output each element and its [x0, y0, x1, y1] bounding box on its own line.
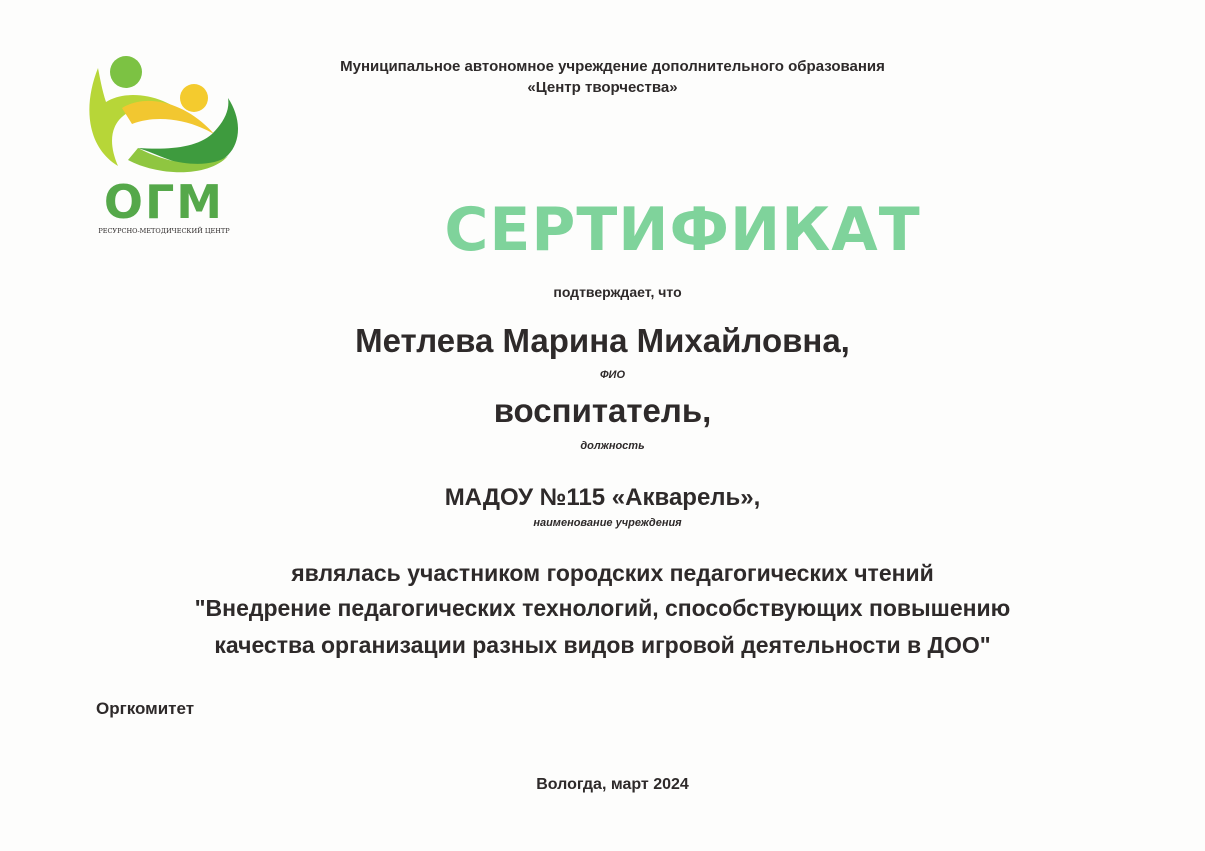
event-title-line-2: качества организации разных видов игровой деятельности в ДОО"	[214, 632, 991, 658]
name-caption: ФИО	[599, 369, 626, 381]
place-date: Вологда, март 2024	[536, 776, 689, 793]
institution-caption: наименование учреждения	[533, 517, 682, 529]
recipient-position: воспитатель,	[493, 392, 712, 429]
recipient-name: Метлева Марина Михайловна,	[355, 322, 850, 359]
logo-subtitle: РЕСУРСНО-МЕТОДИЧЕСКИЙ ЦЕНТР	[98, 227, 230, 235]
organization-name: Муниципальное автономное учреждение дополнительного образования	[340, 58, 885, 75]
confirms-text: подтверждает, что	[553, 284, 682, 300]
organization-short-name: «Центр творчества»	[527, 79, 678, 96]
signature-committee: Оргкомитет	[96, 699, 195, 718]
logo-text: ОГМ	[103, 175, 225, 229]
event-title-line-1: "Внедрение педагогических технологий, способствующих повышению	[194, 595, 1011, 621]
participation-text: являлась участником городских педагогических чтений	[291, 560, 934, 586]
recipient-institution: МАДОУ №115 «Акварель»,	[444, 484, 761, 511]
position-caption: должность	[580, 440, 645, 452]
certificate-title: СЕРТИФИКАТ	[444, 195, 921, 265]
